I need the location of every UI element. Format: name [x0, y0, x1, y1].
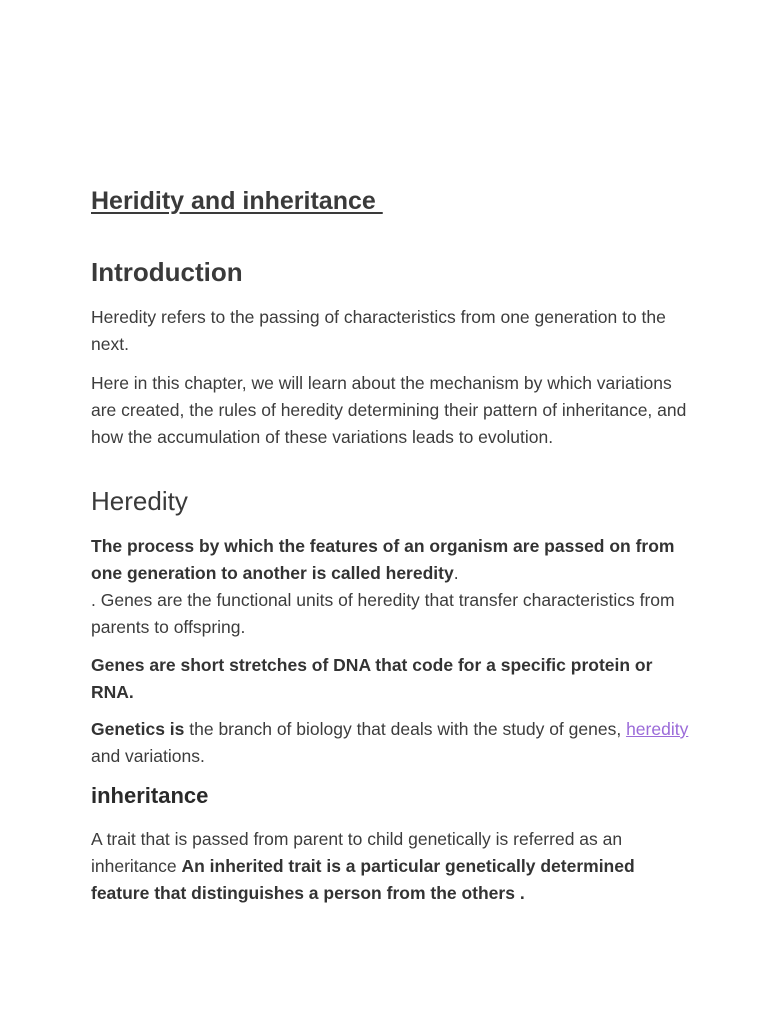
heredity-definition [91, 533, 691, 587]
inheritance-heading: inheritance [91, 783, 209, 808]
genes-dna-bold: Genes are short stretches of DNA that code for a specific protein or RNA. [91, 655, 653, 702]
introduction-heading: Introduction [91, 257, 243, 287]
genetics-text: the branch of biology that deals with the study of genes, [184, 719, 627, 739]
genetics-paragraph [91, 716, 691, 770]
intro-paragraph-2: Here in this chapter, we will learn about the mechanism by which variations are created, the rules of heredity determining their pattern of inheritance, and how the accumulation of these variations leads to evolution. [91, 373, 687, 447]
heredity-definition-bold: The process by which the features of an organism are passed on from one generation to another is called heredity [91, 536, 675, 583]
document-title: Heridity and inheritance [91, 187, 383, 215]
inheritance-text: A trait that is passed from parent to child genetically is referred as an inheritance [91, 829, 623, 876]
intro-paragraph-1: Heredity refers to the passing of characteristics from one generation to the next. [91, 307, 666, 354]
heredity-link[interactable]: heredity [626, 719, 689, 739]
heredity-heading: Heredity [91, 486, 188, 516]
genes-functional-paragraph: . Genes are the functional units of heredity that transfer characteristics from parents to offspring. [91, 590, 675, 637]
document-page [91, 180, 691, 907]
inheritance-paragraph [91, 826, 691, 907]
genetics-tail: and variations. [91, 746, 205, 766]
heredity-definition-tail: . [453, 563, 459, 583]
genetics-bold: Genetics is [91, 719, 185, 739]
inheritance-bold: An inherited trait is a particular genetically determined feature that distinguishes a person from the others . [91, 856, 635, 903]
genes-dna-paragraph [91, 652, 691, 706]
